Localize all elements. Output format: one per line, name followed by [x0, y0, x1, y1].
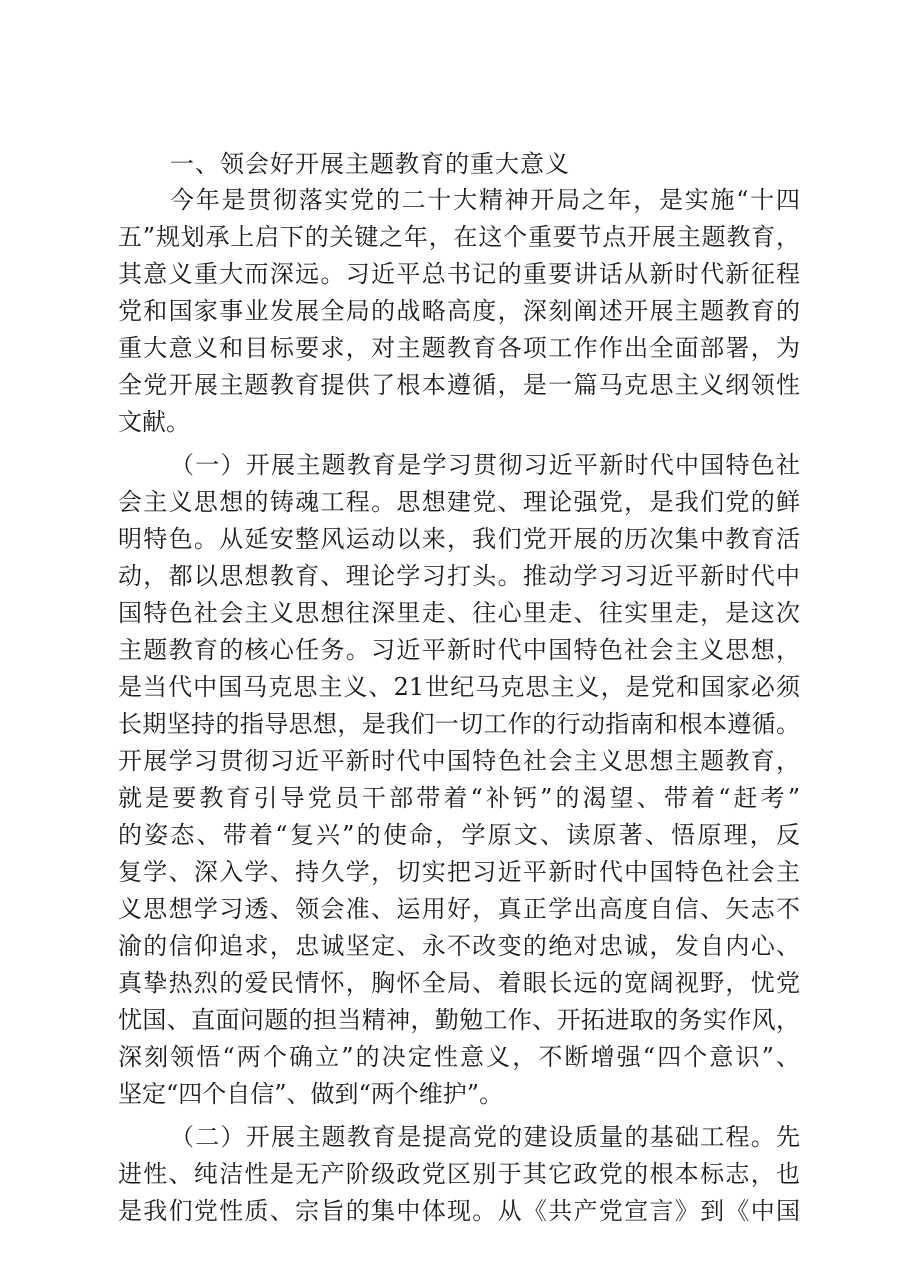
paragraph-line: 是当代中国马克思主义、21世纪马克思主义，是党和国家必须	[118, 673, 800, 701]
paragraph-line: 开展学习贯彻习近平新时代中国特色社会主义思想主题教育，	[118, 747, 800, 775]
paragraph-line: 文献。	[118, 408, 190, 436]
paragraph-line: （二）开展主题教育是提高党的建设质量的基础工程。先	[170, 1123, 800, 1151]
paragraph-line: 会主义思想的铸魂工程。思想建党、理论强党，是我们党的鲜	[118, 488, 800, 516]
section-heading: 一、领会好开展主题教育的重大意义	[170, 150, 570, 178]
paragraph-line: 党和国家事业发展全局的战略高度，深刻阐述开展主题教育的	[118, 297, 800, 325]
paragraph-line: 就是要教育引导党员干部带着“补钙”的渴望、带着“赶考”	[118, 784, 800, 812]
paragraph-significance	[118, 182, 800, 441]
paragraph-line: 主题教育的核心任务。习近平新时代中国特色社会主义思想，	[118, 636, 800, 664]
paragraph-line: 其意义重大而深远。习近平总书记的重要讲话从新时代新征程	[118, 260, 800, 288]
paragraph-line: 今年是贯彻落实党的二十大精神开局之年，是实施“十四	[170, 186, 800, 214]
paragraph-line: 全党开展主题教育提供了根本遵循，是一篇马克思主义纲领性	[118, 371, 800, 399]
paragraph-line: 义思想学习透、领会准、运用好，真正学出高度自信、矢志不	[118, 895, 800, 923]
paragraph-line: 坚定“四个自信”、做到“两个维护”。	[118, 1080, 504, 1108]
paragraph-line: （一）开展主题教育是学习贯彻习近平新时代中国特色社	[170, 451, 800, 479]
paragraph-party-building	[118, 1119, 800, 1230]
paragraph-line: 的姿态、带着“复兴”的使命，学原文、读原著、悟原理，反	[118, 821, 800, 849]
paragraph-line: 忧国、直面问题的担当精神，勤勉工作、开拓进取的务实作风，	[118, 1006, 800, 1034]
paragraph-line: 进性、纯洁性是无产阶级政党区别于其它政党的根本标志，也	[118, 1160, 800, 1188]
paragraph-line: 复学、深入学、持久学，切实把习近平新时代中国特色社会主	[118, 858, 800, 886]
paragraph-line: 五”规划承上启下的关键之年，在这个重要节点开展主题教育，	[118, 223, 800, 251]
paragraph-line: 深刻领悟“两个确立”的决定性意义，不断增强“四个意识”、	[118, 1043, 800, 1071]
document-page	[118, 146, 800, 1230]
paragraph-soul-casting	[118, 447, 800, 1113]
paragraph-line: 动，都以思想教育、理论学习打头。推动学习习近平新时代中	[118, 562, 800, 590]
paragraph-line: 渝的信仰追求，忠诚坚定、永不改变的绝对忠诚，发自内心、	[118, 932, 800, 960]
paragraph-line: 长期坚持的指导思想，是我们一切工作的行动指南和根本遵循。	[118, 710, 800, 738]
paragraph-line: 是我们党性质、宗旨的集中体现。从《共产党宣言》到《中国	[118, 1197, 800, 1225]
paragraph-line: 重大意义和目标要求，对主题教育各项工作作出全面部署，为	[118, 334, 800, 362]
paragraph-line: 真挚热烈的爱民情怀，胸怀全局、着眼长远的宽阔视野，忧党	[118, 969, 800, 997]
paragraph-line: 国特色社会主义思想往深里走、往心里走、往实里走，是这次	[118, 599, 800, 627]
paragraph-line: 明特色。从延安整风运动以来，我们党开展的历次集中教育活	[118, 525, 800, 553]
